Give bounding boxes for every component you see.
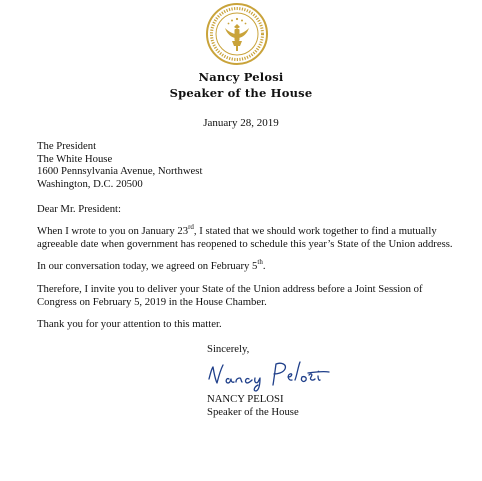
- closing: Sincerely,: [207, 343, 250, 355]
- letter-date: January 28, 2019: [203, 117, 279, 129]
- letterhead-name: Nancy Pelosi: [198, 70, 284, 84]
- paragraph-text: .: [262, 260, 266, 272]
- letterhead-title: Speaker of the House: [169, 86, 313, 100]
- paragraph-2: [37, 260, 457, 273]
- recipient-line: 1600 Pennsylvania Avenue, Northwest: [37, 165, 203, 177]
- paragraph-text: In our conversation today, we agreed on February 5: [37, 260, 258, 272]
- paragraph-text: When I wrote to you on January 23: [37, 225, 189, 237]
- recipient-address: [37, 140, 202, 190]
- signer-block: [207, 393, 299, 418]
- paragraph-4: Thank you for your attention to this matter.: [37, 318, 222, 330]
- recipient-line: The President: [37, 140, 97, 152]
- signature-image: [205, 359, 345, 393]
- house-seal-icon: [205, 2, 269, 66]
- recipient-line: The White House: [37, 152, 113, 165]
- signer-name: NANCY PELOSI: [207, 393, 284, 405]
- paragraph-1: [37, 225, 457, 250]
- ordinal-suffix: th: [257, 258, 263, 266]
- paragraph-3: Therefore, I invite you to deliver your State of the Union address before a Joint Session of Congress on February 5, 2019 in the House Chamber.: [37, 283, 423, 308]
- signer-title: Speaker of the House: [207, 405, 299, 418]
- paragraph-text: , I stated that we should work together to find a mutually agreeable date when government has reopened to schedule this year’s State of the Union address.: [37, 225, 453, 250]
- recipient-line: Washington, D.C. 20500: [37, 177, 143, 190]
- ordinal-suffix: rd: [188, 223, 194, 231]
- salutation: Dear Mr. President:: [37, 203, 121, 215]
